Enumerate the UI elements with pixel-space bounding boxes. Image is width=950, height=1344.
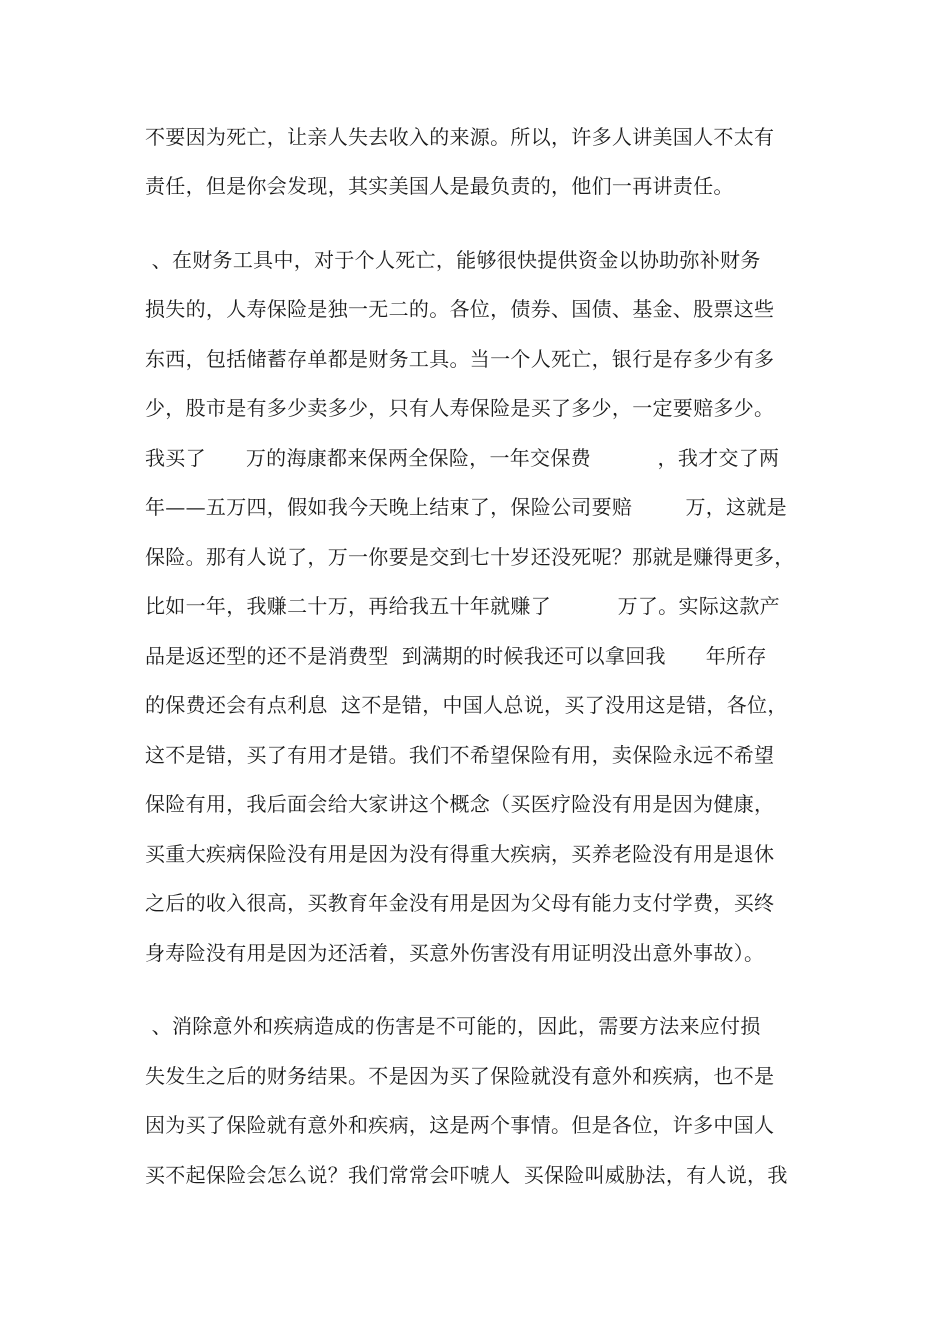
- text-line: 、消除意外和疾病造成的伤害是不可能的，因此，需要方法来应付损: [145, 1014, 761, 1038]
- text-line: 我买了 万的海康都来保两全保险，一年交保费 ，我才交了两: [145, 446, 780, 470]
- text-line: 不要因为死亡，让亲人失去收入的来源。所以，许多人讲美国人不太有: [145, 125, 775, 149]
- text-line: 少，股市是有多少卖多少，只有人寿保险是买了多少，一定要赔多少。: [145, 396, 775, 420]
- text-line: 买不起保险会怎么说？我们常常会吓唬人 买保险叫威胁法，有人说，我: [145, 1163, 788, 1187]
- text-line: 这不是错，买了有用才是错。我们不希望保险有用，卖保险永远不希望: [145, 743, 775, 767]
- text-line: 之后的收入很高，买教育年金没有用是因为父母有能力支付学费，买终: [145, 891, 775, 915]
- text-line: 失发生之后的财务结果。不是因为买了保险就没有意外和疾病，也不是: [145, 1064, 775, 1088]
- text-line: 东西，包括储蓄存单都是财务工具。当一个人死亡，银行是存多少有多: [145, 347, 775, 371]
- text-line: 比如一年，我赚二十万，再给我五十年就赚了 万了。实际这款产: [145, 594, 780, 618]
- text-line: 责任，但是你会发现，其实美国人是最负责的，他们一再讲责任。: [145, 174, 734, 198]
- text-line: 、在财务工具中，对于个人死亡，能够很快提供资金以协助弥补财务: [145, 248, 761, 272]
- text-line: 保险有用，我后面会给大家讲这个概念（买医疗险没有用是因为健康，: [145, 792, 775, 816]
- text-line: 品是返还型的还不是消费型 到满期的时候我还可以拿回我 年所存: [145, 644, 767, 668]
- text-line: 保险。那有人说了，万一你要是交到七十岁还没死呢？那就是赚得更多，: [145, 545, 795, 569]
- text-line: 身寿险没有用是因为还活着，买意外伤害没有用证明没出意外事故）。: [145, 941, 765, 965]
- text-line: 因为买了保险就有意外和疾病，这是两个事情。但是各位，许多中国人: [145, 1113, 775, 1137]
- text-line: 年——五万四，假如我今天晚上结束了，保险公司要赔 万，这就是: [145, 495, 787, 519]
- text-line: 损失的，人寿保险是独一无二的。各位，债券、国债、基金、股票这些: [145, 297, 775, 321]
- text-line: 买重大疾病保险没有用是因为没有得重大疾病，买养老险没有用是退休: [145, 842, 775, 866]
- text-line: 的保费还会有点利息 这不是错，中国人总说，买了没用这是错，各位，: [145, 693, 788, 717]
